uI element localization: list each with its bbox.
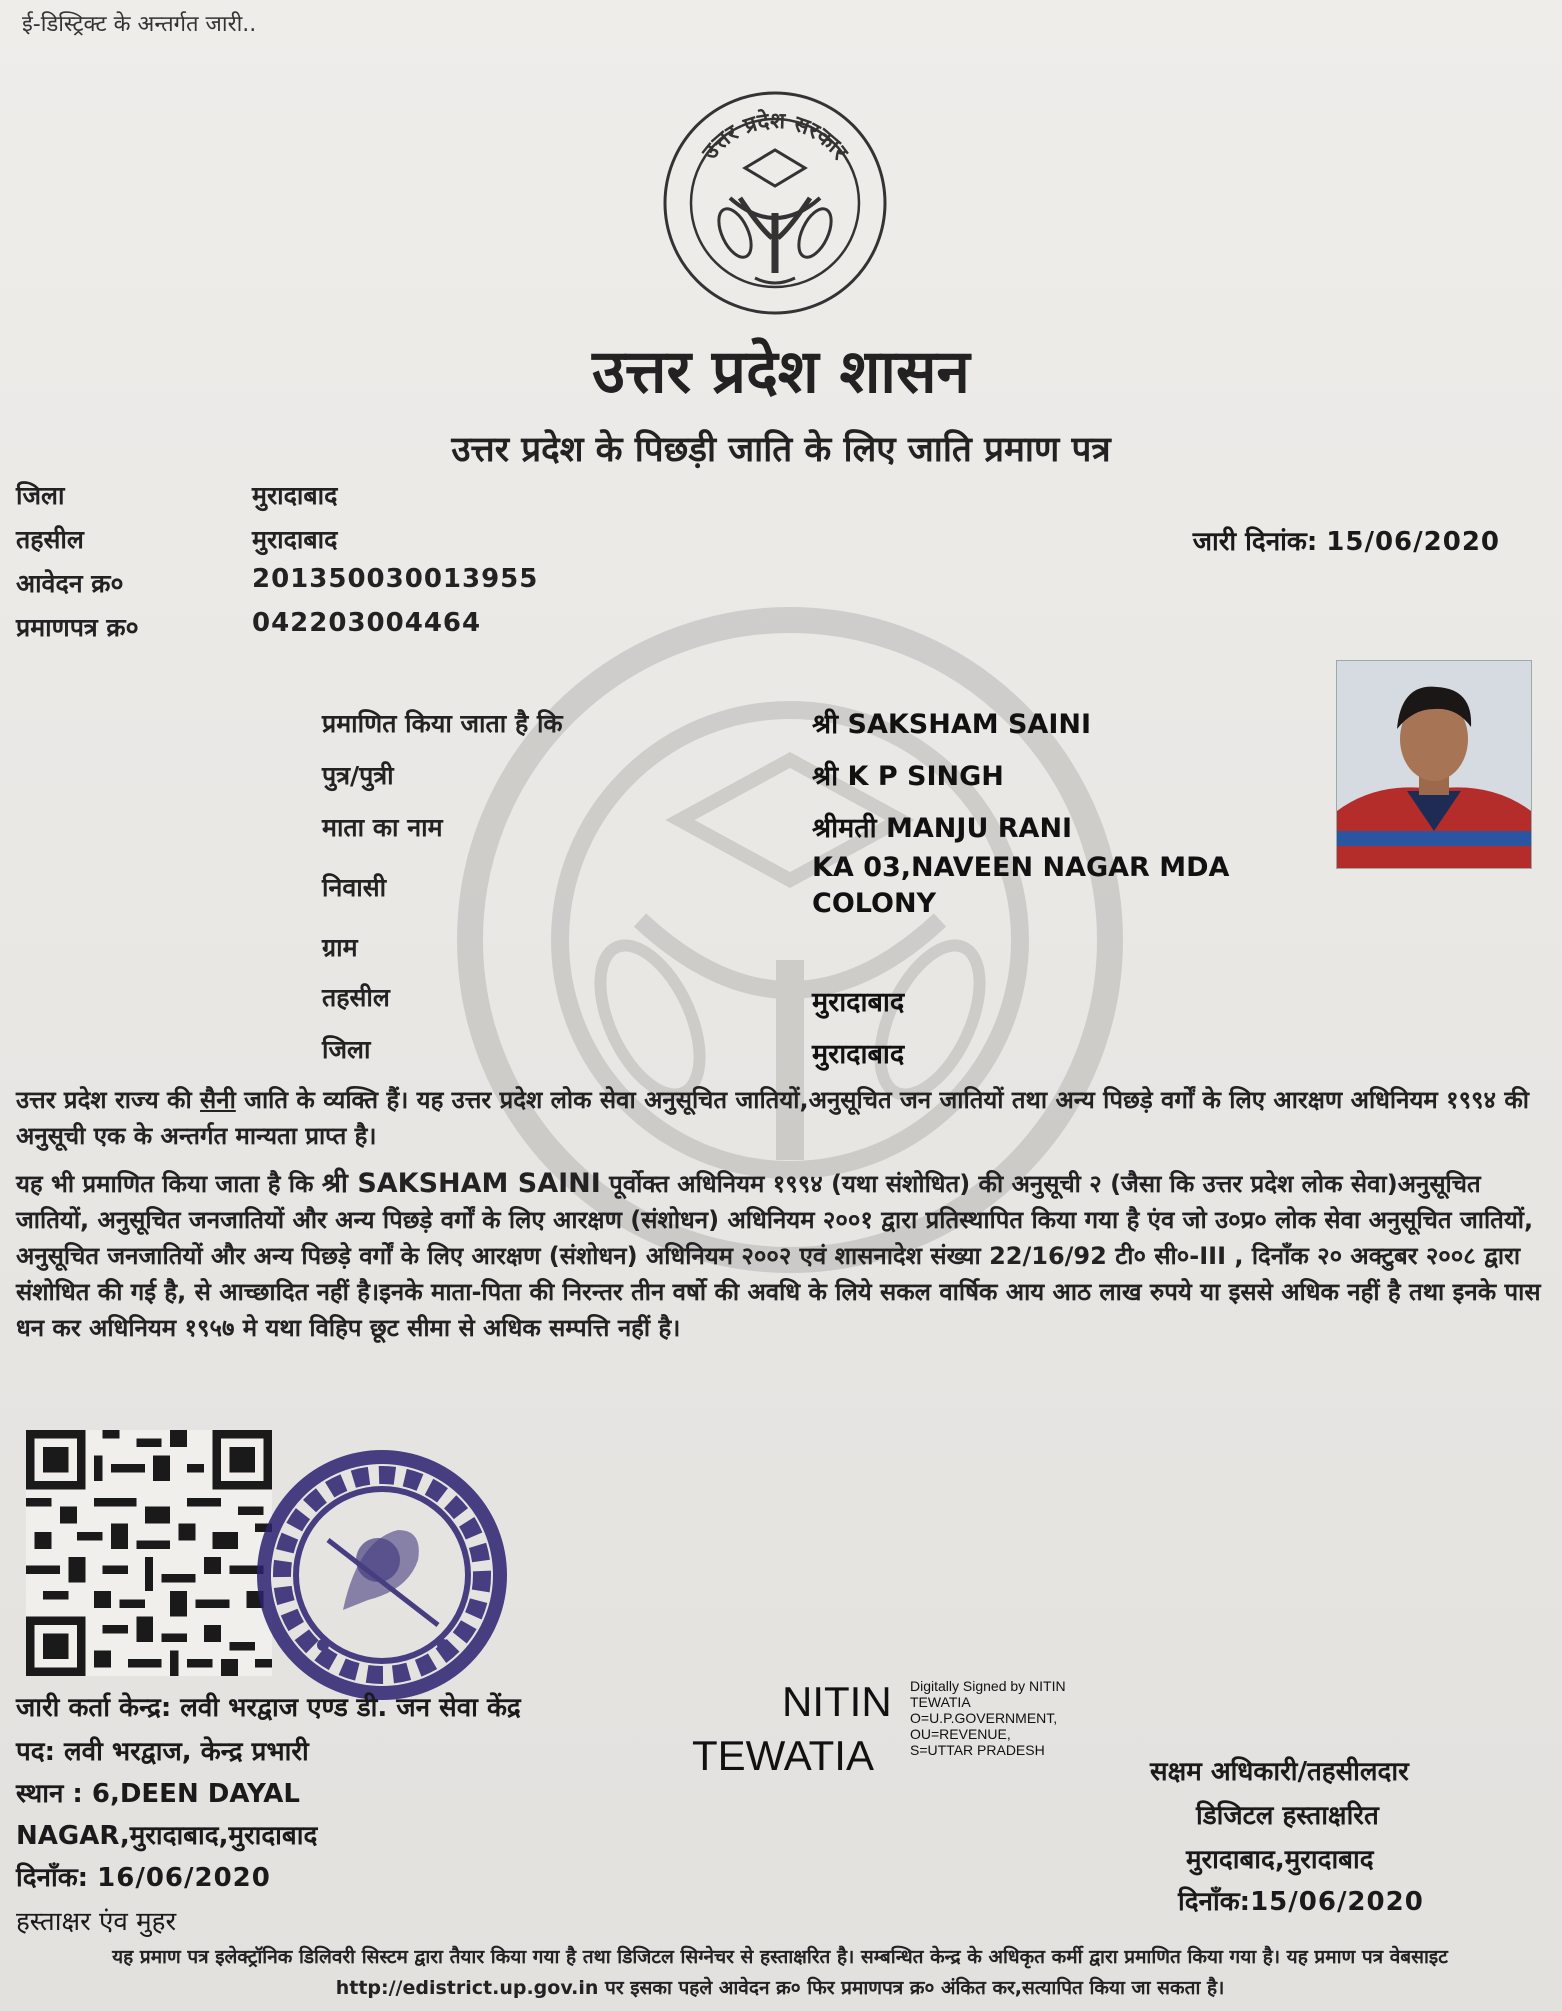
district-label: जिला — [16, 481, 65, 510]
field-certified-label: प्रमाणित किया जाता है कि — [322, 709, 563, 738]
tehsil-label: तहसील — [16, 525, 84, 554]
issuer-date-value: 16/06/2020 — [97, 1863, 271, 1893]
field-tehsil-value: मुरादाबाद — [812, 987, 905, 1018]
issuing-center: जारी कर्ता केन्द्र: लवी भरद्वाज एण्ड डी. जन सेवा केंद्र — [16, 1693, 521, 1723]
creamy-paragraph-post: पूर्वोक्त अधिनियम १९९४ (यथा संशोधित) की अनुसूची २ (जैसा कि उत्तर प्रदेश लोक सेवा)अनुसूचित जातियों, अनुसूचित जनजातियों और अन्य पिछड़े वर्गों के लिए आरक्षण (संशोधन) अधिनियम २००१ द्वारा प्रतिस्थापित किया गया है एंव जो उ०प्र० लोक सेवा अनुसूचित जातियों, अनुसूचित जनजातियों और अन्य पिछड़े वर्गों के लिए आरक्षण (संशोधन) अधिनियम २००२ एवं शासनादेश संख्या 22/16/92 टी० सी०-III , दिनाँक २० अक्टुबर २००८ द्वारा संशोधित की गई है, से आच्छादित नहीं है।इनके माता-पिता की निरन्तर तीन वर्षो की अवधि के लिये सकल वार्षिक आय आठ लाख रुपये या इससे अधिक नहीं है तथा इनके पास धन कर अधिनियम १९५७ मे यथा विहिप छूट सीमा से अधिक सम्पत्ति नहीं है। — [16, 1170, 1541, 1342]
authority-date-value: 15/06/2020 — [1250, 1887, 1424, 1917]
field-resident-label: निवासी — [322, 873, 387, 902]
district-value: मुरादाबाद — [252, 481, 338, 510]
creamy-paragraph-name: श्री SAKSHAM SAINI — [321, 1168, 601, 1199]
caste-paragraph — [16, 1082, 1546, 1154]
field-district-value: मुरादाबाद — [812, 1039, 905, 1070]
field-resident-address-line2: COLONY — [812, 888, 937, 919]
rubber-stamp-icon — [248, 1440, 516, 1710]
authority-date — [1178, 1882, 1424, 1918]
digital-signer-name2: TEWATIA — [692, 1732, 874, 1779]
issue-date — [1193, 522, 1500, 558]
digital-sig-line2: TEWATIA — [910, 1694, 971, 1710]
authority-title: सक्षम अधिकारी/तहसीलदार — [1150, 1757, 1409, 1787]
authority-date-label: दिनाँक: — [1178, 1887, 1251, 1917]
issue-date-value: 15/06/2020 — [1326, 527, 1500, 557]
issuer-place-line2: NAGAR,मुरादाबाद,मुरादाबाद — [16, 1821, 318, 1851]
issuer-date-label: दिनाँक: — [16, 1863, 89, 1893]
field-mother-name: श्रीमती MANJU RANI — [812, 813, 1073, 844]
caste-name: सैनी — [200, 1086, 236, 1114]
field-parent-label: पुत्र/पुत्री — [322, 761, 394, 790]
authority-location: मुरादाबाद,मुरादाबाद — [1186, 1845, 1374, 1875]
caste-paragraph-post: जाति के व्यक्ति हैं। यह उत्तर प्रदेश लोक सेवा अनुसूचित जातियों,अनुसूचित जन जातियों तथा अन्य पिछड़े वर्गों के लिए आरक्षण अधिनियम १९९४ की अनुसूची एक के अन्तर्गत मान्यता प्राप्त है। — [16, 1086, 1530, 1150]
caste-paragraph-pre: उत्तर प्रदेश राज्य की — [16, 1086, 201, 1114]
digital-sig-line3: O=U.P.GOVERNMENT, — [910, 1710, 1058, 1726]
creamy-layer-paragraph — [16, 1166, 1546, 1346]
page-subtitle: उत्तर प्रदेश के पिछड़ी जाति के लिए जाति प्रमाण पत्र — [451, 430, 1111, 470]
field-district-label: जिला — [322, 1035, 371, 1064]
authority-digital-signed: डिजिटल हस्ताक्षरित — [1196, 1801, 1379, 1831]
creamy-paragraph-pre: यह भी प्रमाणित किया जाता है कि — [16, 1170, 322, 1198]
certificate-number: 042203004464 — [252, 608, 482, 638]
tehsil-value: मुरादाबाद — [252, 525, 338, 554]
field-mother-label: माता का नाम — [322, 813, 443, 842]
issuer-post: पद: लवी भरद्वाज, केन्द्र प्रभारी — [16, 1737, 309, 1767]
digital-signature-details — [910, 1678, 1066, 1758]
signature-and-seal-label: हस्ताक्षर एंव मुहर — [16, 1907, 177, 1937]
field-resident-address-line1: KA 03,NAVEEN NAGAR MDA — [812, 852, 1230, 883]
issuer-date — [16, 1858, 271, 1894]
page-title: उत्तर प्रदेश शासन — [592, 337, 970, 407]
svg-text:उत्तर प्रदेश सरकार — [697, 107, 853, 165]
digital-sig-line4: OU=REVENUE, — [910, 1726, 1011, 1742]
digital-signer-name1: NITIN — [782, 1678, 892, 1725]
footer-note: यह प्रमाण पत्र इलेक्ट्रॉनिक डिलिवरी सिस्टम द्वारा तैयार किया गया है तथा डिजिटल सिग्नेचर से हस्ताक्षरित है। सम्बन्धित केन्द्र के अधिकृत कर्मी द्वारा प्रमाणित किया गया है। यह प्रमाण पत्र वेबसाइट http://edistrict.up.gov.in पर इसका पहले आवेदन क्र० फिर प्रमाणपत्र क्र० अंकित कर,सत्यापित किया जा सकता है। — [112, 1946, 1448, 1999]
application-label: आवेदन क्र० — [16, 569, 124, 598]
field-applicant-name: श्री SAKSHAM SAINI — [812, 709, 1092, 740]
qr-code-icon — [26, 1430, 272, 1676]
field-parent-name: श्री K P SINGH — [812, 761, 1004, 792]
field-village-label: ग्राम — [322, 933, 358, 962]
certificate-label: प्रमाणपत्र क्र० — [16, 613, 139, 642]
issuer-place-line1: स्थान : 6,DEEN DAYAL — [16, 1779, 300, 1809]
application-number: 201350030013955 — [252, 564, 539, 594]
digital-sig-line5: S=UTTAR PRADESH — [910, 1742, 1045, 1758]
issue-date-label: जारी दिनांक: — [1192, 527, 1318, 557]
applicant-photo — [1336, 660, 1532, 869]
digital-sig-line1: Digitally Signed by NITIN — [910, 1678, 1066, 1694]
header-note: ई-डिस्ट्रिक्ट के अन्तर्गत जारी.. — [22, 12, 257, 37]
up-emblem-icon — [660, 88, 890, 318]
field-tehsil-label: तहसील — [322, 983, 390, 1012]
emblem-text: उत्तर प्रदेश सरकार — [697, 108, 853, 165]
